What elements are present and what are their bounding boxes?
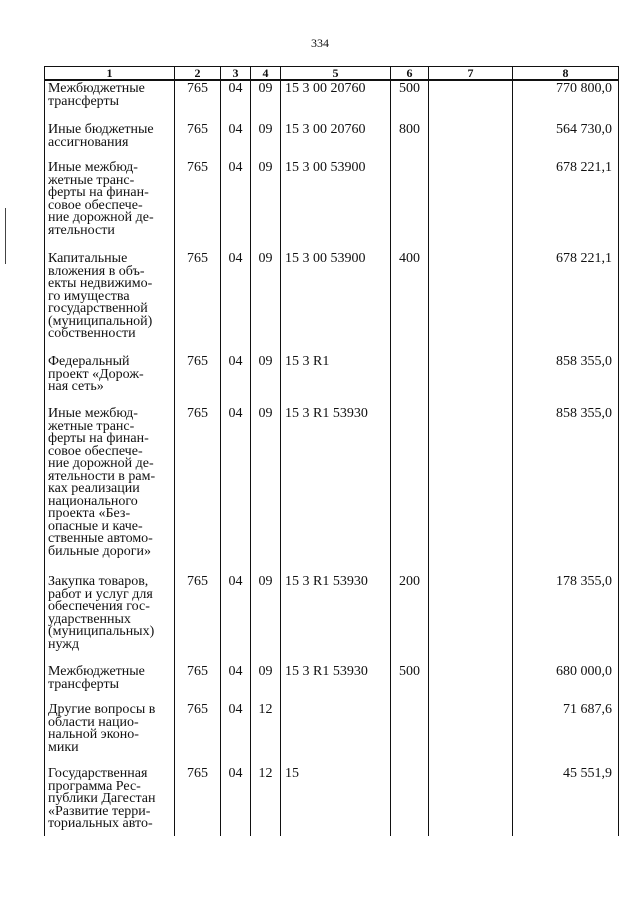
- column-7-value: [429, 406, 513, 574]
- table-row: [45, 122, 619, 160]
- ministry-code: 765: [175, 251, 221, 354]
- table-row: [45, 251, 619, 354]
- ministry-code: 765: [175, 160, 221, 251]
- column-7-value: [429, 160, 513, 251]
- col-header-5: 5: [281, 67, 391, 81]
- section-code: 04: [221, 122, 251, 160]
- subsection-code: 09: [251, 664, 281, 702]
- expense-type-code: 500: [391, 80, 429, 122]
- table-row: [45, 406, 619, 574]
- section-code: 04: [221, 702, 251, 766]
- table-row: [45, 354, 619, 406]
- col-header-3: 3: [221, 67, 251, 81]
- col-header-8: 8: [513, 67, 619, 81]
- table-row: [45, 702, 619, 766]
- section-code: 04: [221, 251, 251, 354]
- amount: 678 221,1: [513, 160, 619, 251]
- column-7-value: [429, 766, 513, 836]
- target-item-code: 15 3 00 20760: [281, 80, 391, 122]
- section-code: 04: [221, 160, 251, 251]
- target-item-code: 15 3 R1 53930: [281, 664, 391, 702]
- table-row: [45, 80, 619, 122]
- section-code: 04: [221, 574, 251, 664]
- column-7-value: [429, 80, 513, 122]
- target-item-code: [281, 702, 391, 766]
- column-7-value: [429, 251, 513, 354]
- subsection-code: 09: [251, 251, 281, 354]
- expense-type-code: [391, 766, 429, 836]
- row-name: Капитальные вложения в объ- екты недвижимо- го имущества государственной (муниципальной) собственности: [45, 251, 175, 354]
- row-name: Иные бюджетные ассигнования: [45, 122, 175, 160]
- table-row: [45, 160, 619, 251]
- subsection-code: 12: [251, 766, 281, 836]
- col-header-7: 7: [429, 67, 513, 81]
- col-header-2: 2: [175, 67, 221, 81]
- subsection-code: 09: [251, 574, 281, 664]
- row-name: Федеральный проект «Дорож- ная сеть»: [45, 354, 175, 406]
- ministry-code: 765: [175, 664, 221, 702]
- row-name: Иные межбюд- жетные транс- ферты на финан- совое обеспече- ние дорожной де- ятельности в рам- ках реализации национального проекта «Без- опасные и каче- ственные автомо- бильные дороги»: [45, 406, 175, 574]
- row-name: Другие вопросы в области нацио- нальной эконо- мики: [45, 702, 175, 766]
- subsection-code: 09: [251, 160, 281, 251]
- section-code: 04: [221, 766, 251, 836]
- column-number-header: [45, 67, 619, 81]
- ministry-code: 765: [175, 406, 221, 574]
- target-item-code: 15 3 00 53900: [281, 160, 391, 251]
- section-code: 04: [221, 406, 251, 574]
- target-item-code: 15 3 R1 53930: [281, 406, 391, 574]
- expense-type-code: [391, 160, 429, 251]
- target-item-code: 15 3 R1 53930: [281, 574, 391, 664]
- subsection-code: 09: [251, 122, 281, 160]
- section-code: 04: [221, 664, 251, 702]
- expense-type-code: 800: [391, 122, 429, 160]
- table-row: [45, 664, 619, 702]
- amount: 858 355,0: [513, 354, 619, 406]
- amount: 71 687,6: [513, 702, 619, 766]
- amount: 858 355,0: [513, 406, 619, 574]
- ministry-code: 765: [175, 766, 221, 836]
- expense-type-code: [391, 406, 429, 574]
- subsection-code: 09: [251, 406, 281, 574]
- amount: 770 800,0: [513, 80, 619, 122]
- target-item-code: 15: [281, 766, 391, 836]
- column-7-value: [429, 664, 513, 702]
- budget-table: [44, 66, 619, 836]
- row-name: Закупка товаров, работ и услуг для обеспечения гос- ударственных (муниципальных) нужд: [45, 574, 175, 664]
- row-name: Иные межбюд- жетные транс- ферты на финан- совое обеспече- ние дорожной де- ятельности: [45, 160, 175, 251]
- column-7-value: [429, 574, 513, 664]
- amount: 564 730,0: [513, 122, 619, 160]
- amount: 178 355,0: [513, 574, 619, 664]
- target-item-code: 15 3 R1: [281, 354, 391, 406]
- subsection-code: 09: [251, 354, 281, 406]
- expense-type-code: 200: [391, 574, 429, 664]
- column-7-value: [429, 122, 513, 160]
- column-7-value: [429, 354, 513, 406]
- expense-type-code: [391, 354, 429, 406]
- expense-type-code: [391, 702, 429, 766]
- row-name: Межбюджетные трансферты: [45, 664, 175, 702]
- amount: 45 551,9: [513, 766, 619, 836]
- section-code: 04: [221, 354, 251, 406]
- target-item-code: 15 3 00 53900: [281, 251, 391, 354]
- col-header-1: 1: [45, 67, 175, 81]
- col-header-4: 4: [251, 67, 281, 81]
- page-number: 334: [311, 36, 329, 50]
- expense-type-code: 400: [391, 251, 429, 354]
- margin-mark: [5, 208, 6, 264]
- section-code: 04: [221, 80, 251, 122]
- target-item-code: 15 3 00 20760: [281, 122, 391, 160]
- row-name: Межбюджетные трансферты: [45, 80, 175, 122]
- column-7-value: [429, 702, 513, 766]
- table-row: [45, 766, 619, 836]
- ministry-code: 765: [175, 354, 221, 406]
- col-header-6: 6: [391, 67, 429, 81]
- subsection-code: 09: [251, 80, 281, 122]
- amount: 678 221,1: [513, 251, 619, 354]
- subsection-code: 12: [251, 702, 281, 766]
- row-name: Государственная программа Рес- публики Дагестан «Развитие терри- ториальных авто-: [45, 766, 175, 836]
- amount: 680 000,0: [513, 664, 619, 702]
- expense-type-code: 500: [391, 664, 429, 702]
- ministry-code: 765: [175, 702, 221, 766]
- ministry-code: 765: [175, 574, 221, 664]
- ministry-code: 765: [175, 80, 221, 122]
- table-row: [45, 574, 619, 664]
- ministry-code: 765: [175, 122, 221, 160]
